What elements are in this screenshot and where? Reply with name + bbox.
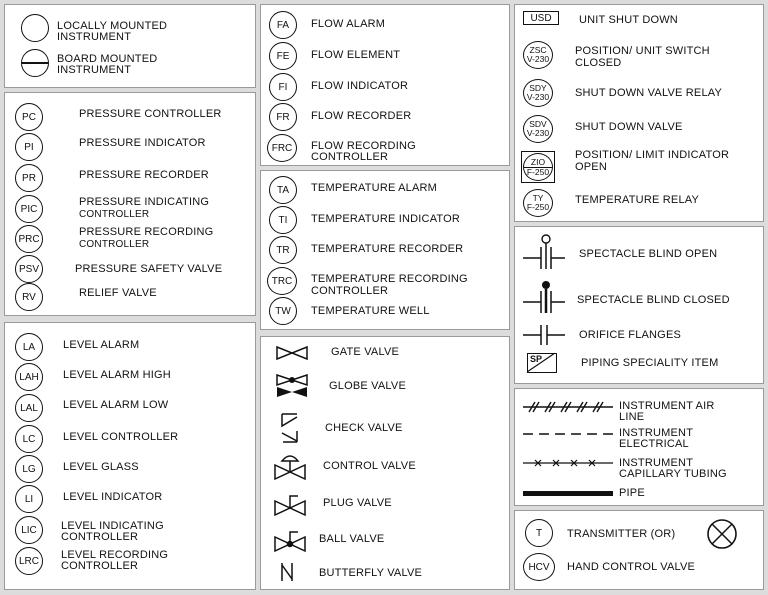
flow-recorder-bubble [269, 103, 297, 131]
gate-valve-icon [275, 345, 309, 361]
flow-recorder-label: FLOW RECORDER [311, 110, 412, 122]
instrument-air-line-label2: LINE [619, 411, 645, 423]
flow-alarm-label: FLOW ALARM [311, 18, 386, 30]
temperature-recording-controller-label: TEMPERATURE RECORDING [311, 273, 468, 285]
temperature-recording-controller-bubble [267, 267, 297, 295]
instrument-air-line-icon [523, 401, 613, 413]
panel-flow [260, 4, 510, 166]
level-indicating-controller-bubble [15, 516, 43, 544]
panel-temperature [260, 170, 510, 330]
code: LC [22, 433, 36, 445]
code2: V-230 [526, 54, 550, 64]
globe-valve-icon [275, 373, 309, 399]
gate-valve-label: GATE VALVE [331, 346, 400, 358]
position-unit-switch-closed-label2: CLOSED [575, 57, 622, 69]
level-alarm-bubble [15, 333, 43, 361]
code: RV [22, 291, 36, 303]
code: SDY [529, 83, 547, 93]
control-valve-icon [273, 453, 307, 481]
flow-element-bubble [269, 42, 297, 70]
hand-control-valve-bubble [523, 553, 555, 581]
level-indicating-controller-label2: CONTROLLER [61, 531, 139, 543]
board-mounted-label: BOARD MOUNTED [57, 53, 158, 65]
globe-valve-label: GLOBE VALVE [329, 380, 406, 392]
panel-level [4, 322, 256, 590]
panel-piping [514, 226, 764, 384]
code: PRC [18, 233, 40, 245]
instrument-electrical-label: INSTRUMENT [619, 427, 694, 439]
code: ZIO [530, 156, 546, 167]
code2: V-230 [526, 92, 550, 102]
panel-transmitter [514, 510, 764, 590]
pressure-indicating-controller-bubble [15, 195, 43, 223]
level-controller-bubble [15, 425, 43, 453]
code: FI [278, 81, 288, 93]
position-limit-indicator-open-label: POSITION/ LIMIT INDICATOR [575, 149, 730, 161]
flow-recording-controller-label: FLOW RECORDING [311, 140, 416, 152]
code: ZSC [529, 45, 547, 55]
unit-shut-down-label: UNIT SHUT DOWN [579, 14, 678, 26]
level-indicator-label: LEVEL INDICATOR [63, 491, 163, 503]
panel-instrument-mounting [4, 4, 256, 88]
flow-indicator-label: FLOW INDICATOR [311, 80, 409, 92]
orifice-flanges-icon [521, 323, 567, 347]
unit-shut-down-box [523, 11, 559, 25]
instrument-capillary-tubing-icon [523, 459, 613, 467]
pipe-label: PIPE [619, 487, 645, 499]
locally-mounted-instrument-icon [21, 14, 49, 42]
temperature-recorder-label: TEMPERATURE RECORDER [311, 243, 464, 255]
flow-recording-controller-bubble [267, 134, 297, 162]
code: PSV [18, 263, 39, 275]
level-recording-controller-bubble [15, 547, 43, 575]
code: TRC [271, 275, 293, 287]
code: SDV [529, 119, 547, 129]
pressure-indicating-controller-label: PRESSURE INDICATING [79, 196, 210, 208]
pressure-recorder-bubble [15, 164, 43, 192]
position-unit-switch-closed-bubble [523, 41, 553, 69]
spectacle-blind-open-icon [521, 233, 567, 273]
temperature-relay-bubble [523, 189, 553, 217]
relief-valve-bubble [15, 283, 43, 311]
relief-valve-label: RELIEF VALVE [79, 287, 157, 299]
temperature-well-label: TEMPERATURE WELL [311, 305, 430, 317]
panel-lines [514, 388, 764, 506]
locally-mounted-label: LOCALLY MOUNTED [57, 20, 168, 32]
instrument-electrical-label2: ELECTRICAL [619, 438, 689, 450]
level-alarm-high-label: LEVEL ALARM HIGH [63, 369, 171, 381]
pressure-recording-controller-bubble [15, 225, 43, 253]
flow-alarm-bubble [269, 11, 297, 39]
piping-speciality-item-icon [527, 353, 557, 373]
level-alarm-low-label: LEVEL ALARM LOW [63, 399, 169, 411]
pressure-recorder-label: PRESSURE RECORDER [79, 169, 209, 181]
plug-valve-label: PLUG VALVE [323, 497, 392, 509]
code: T [535, 527, 543, 539]
temperature-indicator-label: TEMPERATURE INDICATOR [311, 213, 461, 225]
code: PI [24, 141, 34, 153]
hand-control-valve-label: HAND CONTROL VALVE [567, 561, 696, 573]
shut-down-valve-bubble [523, 115, 553, 143]
ball-valve-label: BALL VALVE [319, 533, 385, 545]
butterfly-valve-label: BUTTERFLY VALVE [319, 567, 423, 579]
level-indicator-bubble [15, 485, 43, 513]
sp-code: SP [530, 354, 543, 364]
code: TR [276, 244, 290, 256]
code: HCV [528, 561, 550, 573]
code: LRC [18, 555, 39, 567]
orifice-flanges-label: ORIFICE FLANGES [579, 329, 682, 341]
shut-down-valve-label: SHUT DOWN VALVE [575, 121, 683, 133]
panel-shutdown [514, 4, 764, 222]
pressure-indicator-label: PRESSURE INDICATOR [79, 137, 206, 149]
code2: F-250 [526, 202, 550, 212]
spectacle-blind-closed-label: SPECTACLE BLIND CLOSED [577, 294, 730, 306]
temperature-well-bubble [269, 297, 297, 325]
position-limit-indicator-open-box [521, 151, 555, 183]
code: LA [22, 341, 36, 353]
code: FE [276, 50, 290, 62]
code: PC [22, 111, 36, 123]
board-mounted-label2: INSTRUMENT [57, 64, 132, 76]
instrument-electrical-icon [523, 431, 613, 437]
pressure-controller-label: PRESSURE CONTROLLER [79, 108, 222, 120]
instrument-capillary-tubing-label2: CAPILLARY TUBING [619, 468, 727, 480]
transmitter-label: TRANSMITTER (OR) [567, 528, 676, 540]
pressure-recording-controller-label2: CONTROLLER [79, 239, 150, 250]
code: TA [276, 184, 290, 196]
shut-down-valve-relay-label: SHUT DOWN VALVE RELAY [575, 87, 723, 99]
code: PIC [20, 203, 38, 215]
level-alarm-label: LEVEL ALARM [63, 339, 140, 351]
panel-valves [260, 336, 510, 590]
pressure-safety-valve-label: PRESSURE SAFETY VALVE [75, 263, 223, 275]
code: USD [530, 12, 552, 24]
spectacle-blind-open-label: SPECTACLE BLIND OPEN [579, 248, 718, 260]
code2: F-250 [526, 166, 550, 177]
check-valve-icon [279, 411, 301, 445]
ball-valve-icon [273, 527, 307, 553]
check-valve-label: CHECK VALVE [325, 422, 403, 434]
piping-speciality-item-label: PIPING SPECIALITY ITEM [581, 357, 719, 369]
pressure-indicating-controller-label2: CONTROLLER [79, 209, 150, 220]
butterfly-valve-icon [279, 561, 295, 583]
panel-pressure [4, 92, 256, 316]
locally-mounted-label2: INSTRUMENT [57, 31, 132, 43]
level-controller-label: LEVEL CONTROLLER [63, 431, 179, 443]
pipe-icon [523, 491, 613, 496]
plug-valve-icon [273, 491, 307, 517]
pressure-recording-controller-label: PRESSURE RECORDING [79, 226, 214, 238]
flow-element-label: FLOW ELEMENT [311, 49, 401, 61]
code: TI [278, 214, 288, 226]
temperature-alarm-label: TEMPERATURE ALARM [311, 182, 438, 194]
code: PR [22, 172, 36, 184]
pressure-controller-bubble [15, 103, 43, 131]
code: LAL [20, 402, 38, 414]
code: LG [22, 463, 36, 475]
position-unit-switch-closed-label: POSITION/ UNIT SWITCH [575, 45, 710, 57]
temperature-alarm-bubble [269, 176, 297, 204]
code: FRC [271, 142, 293, 154]
temperature-relay-label: TEMPERATURE RELAY [575, 194, 700, 206]
board-mounted-instrument-icon [21, 49, 49, 77]
code: FA [276, 19, 290, 31]
position-limit-indicator-open-bubble [523, 153, 553, 181]
transmitter-bubble [525, 519, 553, 547]
level-glass-bubble [15, 455, 43, 483]
code: LAH [19, 371, 39, 383]
code: LIC [21, 524, 37, 536]
pressure-safety-valve-bubble [15, 255, 43, 283]
code: FR [276, 111, 290, 123]
code: TW [275, 305, 291, 317]
temperature-indicator-bubble [269, 206, 297, 234]
flow-indicator-bubble [269, 73, 297, 101]
position-limit-indicator-open-label2: OPEN [575, 161, 607, 173]
level-recording-controller-label: LEVEL RECORDING [61, 549, 169, 561]
spectacle-blind-closed-icon [521, 279, 567, 315]
level-alarm-high-bubble [15, 363, 43, 391]
level-glass-label: LEVEL GLASS [63, 461, 139, 473]
code: TY [532, 193, 544, 203]
level-indicating-controller-label: LEVEL INDICATING [61, 520, 164, 532]
instrument-air-line-label: INSTRUMENT AIR [619, 400, 715, 412]
level-alarm-low-bubble [15, 394, 43, 422]
temperature-recording-controller-label2: CONTROLLER [311, 285, 389, 297]
instrument-capillary-tubing-label: INSTRUMENT [619, 457, 694, 469]
flow-recording-controller-label2: CONTROLLER [311, 151, 389, 163]
shut-down-valve-relay-bubble [523, 79, 553, 107]
control-valve-label: CONTROL VALVE [323, 460, 416, 472]
code: LI [24, 493, 34, 505]
code2: V-230 [526, 128, 550, 138]
pressure-indicator-bubble [15, 133, 43, 161]
level-recording-controller-label2: CONTROLLER [61, 560, 139, 572]
temperature-recorder-bubble [269, 236, 297, 264]
crossed-circle-icon [705, 517, 739, 551]
